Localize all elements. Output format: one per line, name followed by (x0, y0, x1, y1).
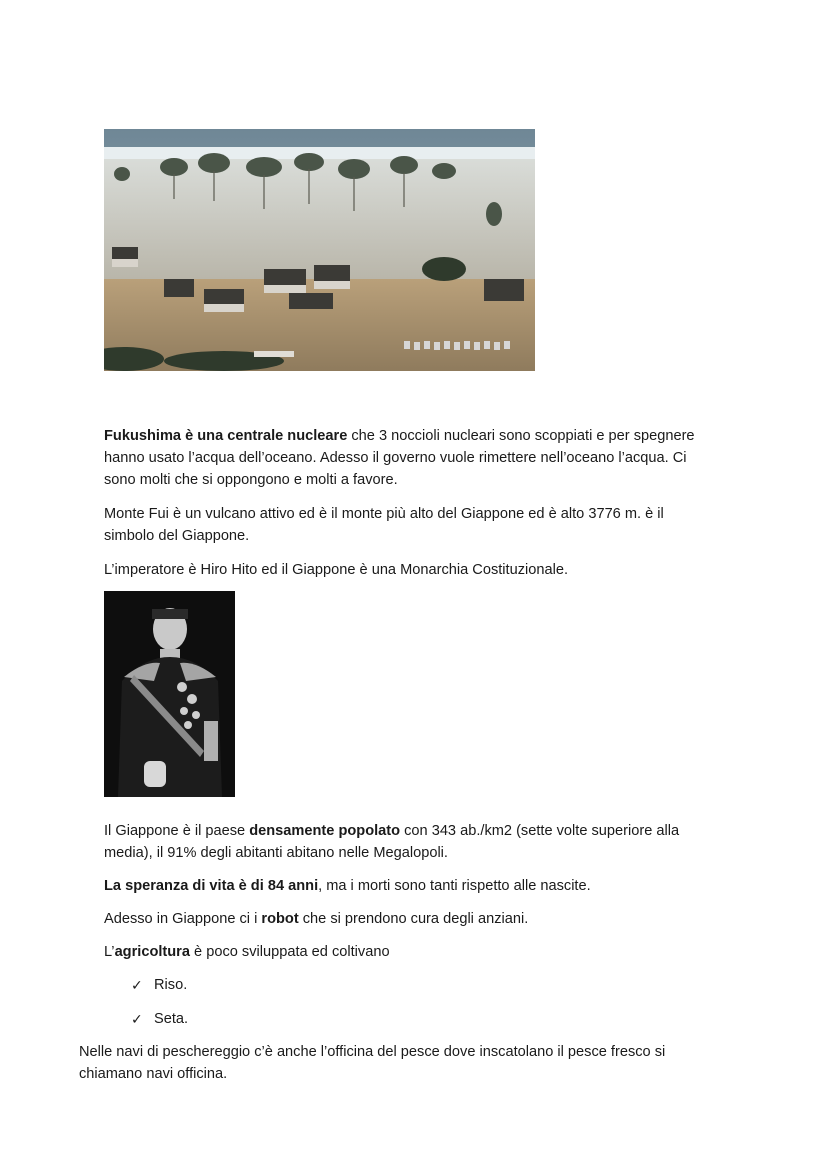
speranza-text: , ma i morti sono tanti rispetto alle nascite. (318, 878, 591, 894)
fukushima-bold: Fukushima è una centrale nucleare (104, 428, 348, 444)
robot-bold: robot (261, 911, 299, 927)
paragraph-speranza (104, 876, 591, 898)
robot-text1: Adesso in Giappone ci i (104, 911, 262, 927)
paragraph-popolazione-line1 (104, 821, 679, 843)
robot-text2: che si prendono cura degli anziani. (298, 911, 529, 927)
tsunami-photo (104, 129, 535, 371)
popolazione-bold: densamente popolato (249, 823, 401, 839)
list-item: Riso. (154, 977, 188, 993)
paragraph-navi-line1: Nelle navi di peschereggio c’è anche l’officina del pesce dove inscatolano il pesce fresco si (79, 1044, 666, 1060)
popolazione-text2: con 343 ab./km2 (sette volte superiore alla (400, 823, 680, 839)
paragraph-fukushima-line2: hanno usato l’acqua dell’oceano. Adesso il governo vuole rimettere nell’oceano l’acqua. Ci (104, 450, 687, 466)
check-icon: ✓ (131, 977, 143, 993)
check-icon: ✓ (131, 1011, 143, 1027)
speranza-bold: La speranza di vita è di 84 anni (104, 878, 319, 894)
agricoltura-bold: agricoltura (114, 944, 190, 960)
paragraph-imperatore: L’imperatore è Hiro Hito ed il Giappone è una Monarchia Costituzionale. (104, 562, 569, 578)
paragraph-fukushima-line3: sono molti che si oppongono e molti a favore. (104, 472, 398, 488)
list-item: Seta. (154, 1011, 189, 1027)
paragraph-popolazione-line2: media), il 91% degli abitanti abitano nelle Megalopoli. (104, 845, 448, 861)
paragraph-monte-line1: Monte Fui è un vulcano attivo ed è il monte più alto del Giappone ed è alto 3776 m. è il (104, 506, 664, 522)
paragraph-agricoltura (104, 942, 390, 964)
paragraph-monte-line2: simbolo del Giappone. (104, 528, 250, 544)
popolazione-text1: Il Giappone è il paese (104, 823, 250, 839)
agricoltura-text2: è poco sviluppata ed coltivano (189, 944, 390, 960)
emperor-photo (104, 591, 235, 797)
fukushima-text: che 3 noccioli nucleari sono scoppiati e per spegnere (347, 428, 695, 444)
paragraph-fukushima-line1 (104, 426, 695, 448)
paragraph-robot (104, 909, 528, 931)
paragraph-navi-line2: chiamano navi officina. (79, 1066, 228, 1082)
agricoltura-text1: L’ (104, 944, 115, 960)
